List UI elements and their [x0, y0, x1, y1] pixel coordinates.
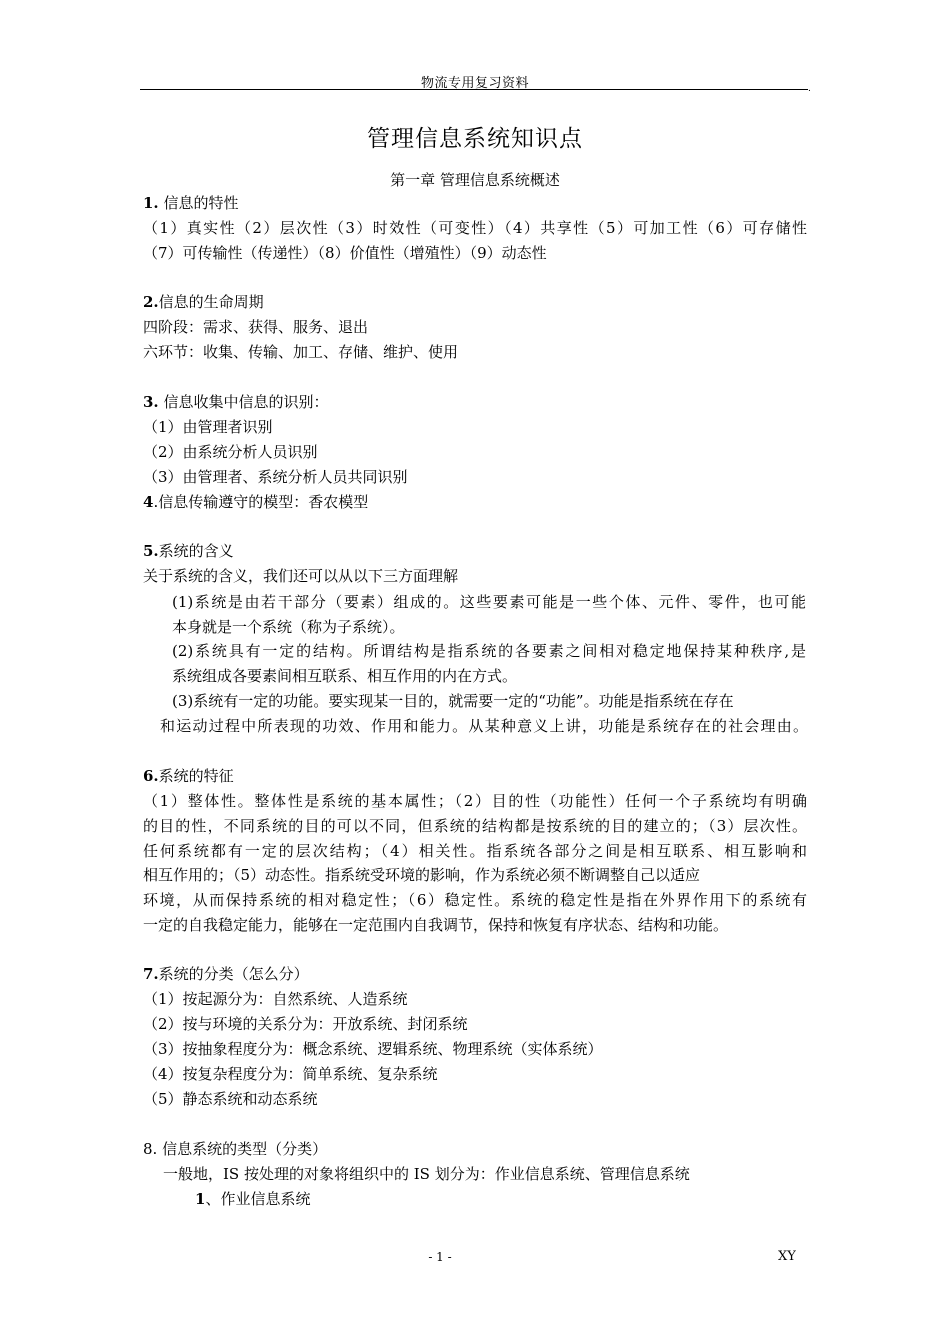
section-8-sub-title: 、作业信息系统	[205, 1190, 311, 1208]
section-6-title: 系统的特征	[158, 767, 234, 785]
section-3-line-2: （2）由系统分析人员识别	[143, 443, 318, 461]
section-6-heading	[143, 766, 234, 786]
section-8-line-1: 一般地，IS 按处理的对象将组织中的 IS 划分为：作业信息系统、管理信息系统	[163, 1165, 690, 1183]
section-7-line-4: （4）按复杂程度分为：简单系统、复杂系统	[143, 1065, 438, 1083]
section-7-number: 7.	[143, 965, 159, 983]
section-1-heading	[143, 193, 238, 213]
footer-initials: XY	[778, 1249, 796, 1264]
section-3-heading	[143, 392, 328, 412]
header-mark: .	[808, 84, 811, 94]
section-1-title: 信息的特性	[158, 194, 239, 212]
section-5-heading	[143, 541, 234, 561]
section-2-heading	[143, 292, 264, 312]
section-2-title: 信息的生命周期	[158, 293, 264, 311]
section-1-line-2: （7）可传输性（传递性）（8）价值性（增殖性）（9）动态性	[143, 244, 547, 262]
section-6-number: 6.	[143, 767, 159, 785]
section-7-line-5: （5）静态系统和动态系统	[143, 1090, 318, 1108]
section-7-line-1: （1）按起源分为：自然系统、人造系统	[143, 990, 408, 1008]
section-3-line-3: （3）由管理者、系统分析人员共同识别	[143, 468, 408, 486]
section-7-heading	[143, 964, 309, 984]
section-5-point-3-line-1: (3)系统有一定的功能。要实现某一目的，就需要一定的“功能”。功能是指系统在存在	[172, 692, 734, 710]
header-rule	[140, 89, 808, 90]
section-8-subheading	[195, 1189, 310, 1209]
section-5-point-1-line-1: (1)系统是由若干部分（要素）组成的。这些要素可能是一些个体、元件、零件，也可能	[172, 593, 806, 611]
section-8-heading: 8. 信息系统的类型（分类）	[143, 1140, 328, 1158]
section-5-number: 5.	[143, 542, 159, 560]
document-title: 管理信息系统知识点	[367, 126, 583, 152]
section-2-line-2: 六环节：收集、传输、加工、存储、维护、使用	[143, 343, 459, 361]
section-4-heading	[143, 492, 368, 512]
section-7-line-3: （3）按抽象程度分为：概念系统、逻辑系统、物理系统（实体系统）	[143, 1040, 603, 1058]
chapter-heading: 第一章 管理信息系统概述	[390, 171, 560, 189]
section-7-title: 系统的分类（怎么分）	[158, 965, 309, 983]
section-2-number: 2.	[143, 293, 159, 311]
section-5-point-2-line-2: 系统组成各要素间相互联系、相互作用的内在方式。	[172, 667, 518, 685]
section-5-point-3-line-2: 和运动过程中所表现的功效、作用和能力。从某种意义上讲，功能是系统存在的社会理由。	[160, 717, 808, 735]
section-6-line-3: 任何系统都有一定的层次结构；（4）相关性。指系统各部分之间是相互联系、相互影响和	[143, 842, 807, 860]
section-5-point-1-line-2: 本身就是一个系统（称为子系统）。	[172, 618, 405, 636]
section-2-line-1: 四阶段：需求、获得、服务、退出	[143, 318, 369, 336]
section-4-title: .信息传输遵守的模型：香农模型	[153, 493, 369, 511]
section-6-line-1: （1）整体性。整体性是系统的基本属性；（2）目的性（功能性）任何一个子系统均有明确	[143, 792, 807, 810]
section-6-line-5: 环境，从而保持系统的相对稳定性；（6）稳定性。系统的稳定性是指在外界作用下的系统有	[143, 891, 807, 909]
section-1-number: 1.	[143, 194, 159, 212]
section-3-line-1: （1）由管理者识别	[143, 418, 273, 436]
section-6-line-6: 一定的自我稳定能力，能够在一定范围内自我调节，保持和恢复有序状态、结构和功能。	[143, 916, 729, 934]
section-6-line-4: 相互作用的；（5）动态性。指系统受环境的影响，作为系统必须不断调整自己以适应	[143, 866, 701, 884]
section-5-title: 系统的含义	[158, 542, 234, 560]
section-5-point-2-line-1: (2)系统具有一定的结构。所谓结构是指系统的各要素之间相对稳定地保持某种秩序,是	[172, 642, 806, 660]
section-6-line-2: 的目的性，不同系统的目的可以不同，但系统的结构都是按系统的目的建立的；（3）层次性。	[143, 817, 807, 835]
section-8-sub-number: 1	[195, 1190, 206, 1208]
section-3-title: 信息收集中信息的识别：	[158, 393, 329, 411]
section-4-number: 4	[143, 493, 154, 511]
section-5-intro: 关于系统的含义，我们还可以从以下三方面理解	[143, 567, 459, 585]
section-7-line-2: （2）按与环境的关系分为：开放系统、封闭系统	[143, 1015, 468, 1033]
section-3-number: 3.	[143, 393, 159, 411]
section-1-line-1: （1）真实性（2）层次性（3）时效性（可变性）（4）共享性（5）可加工性（6）可存储性	[143, 219, 807, 237]
page-header: 物流专用复习资料	[420, 76, 529, 91]
page-number: - 1 -	[428, 1250, 452, 1264]
